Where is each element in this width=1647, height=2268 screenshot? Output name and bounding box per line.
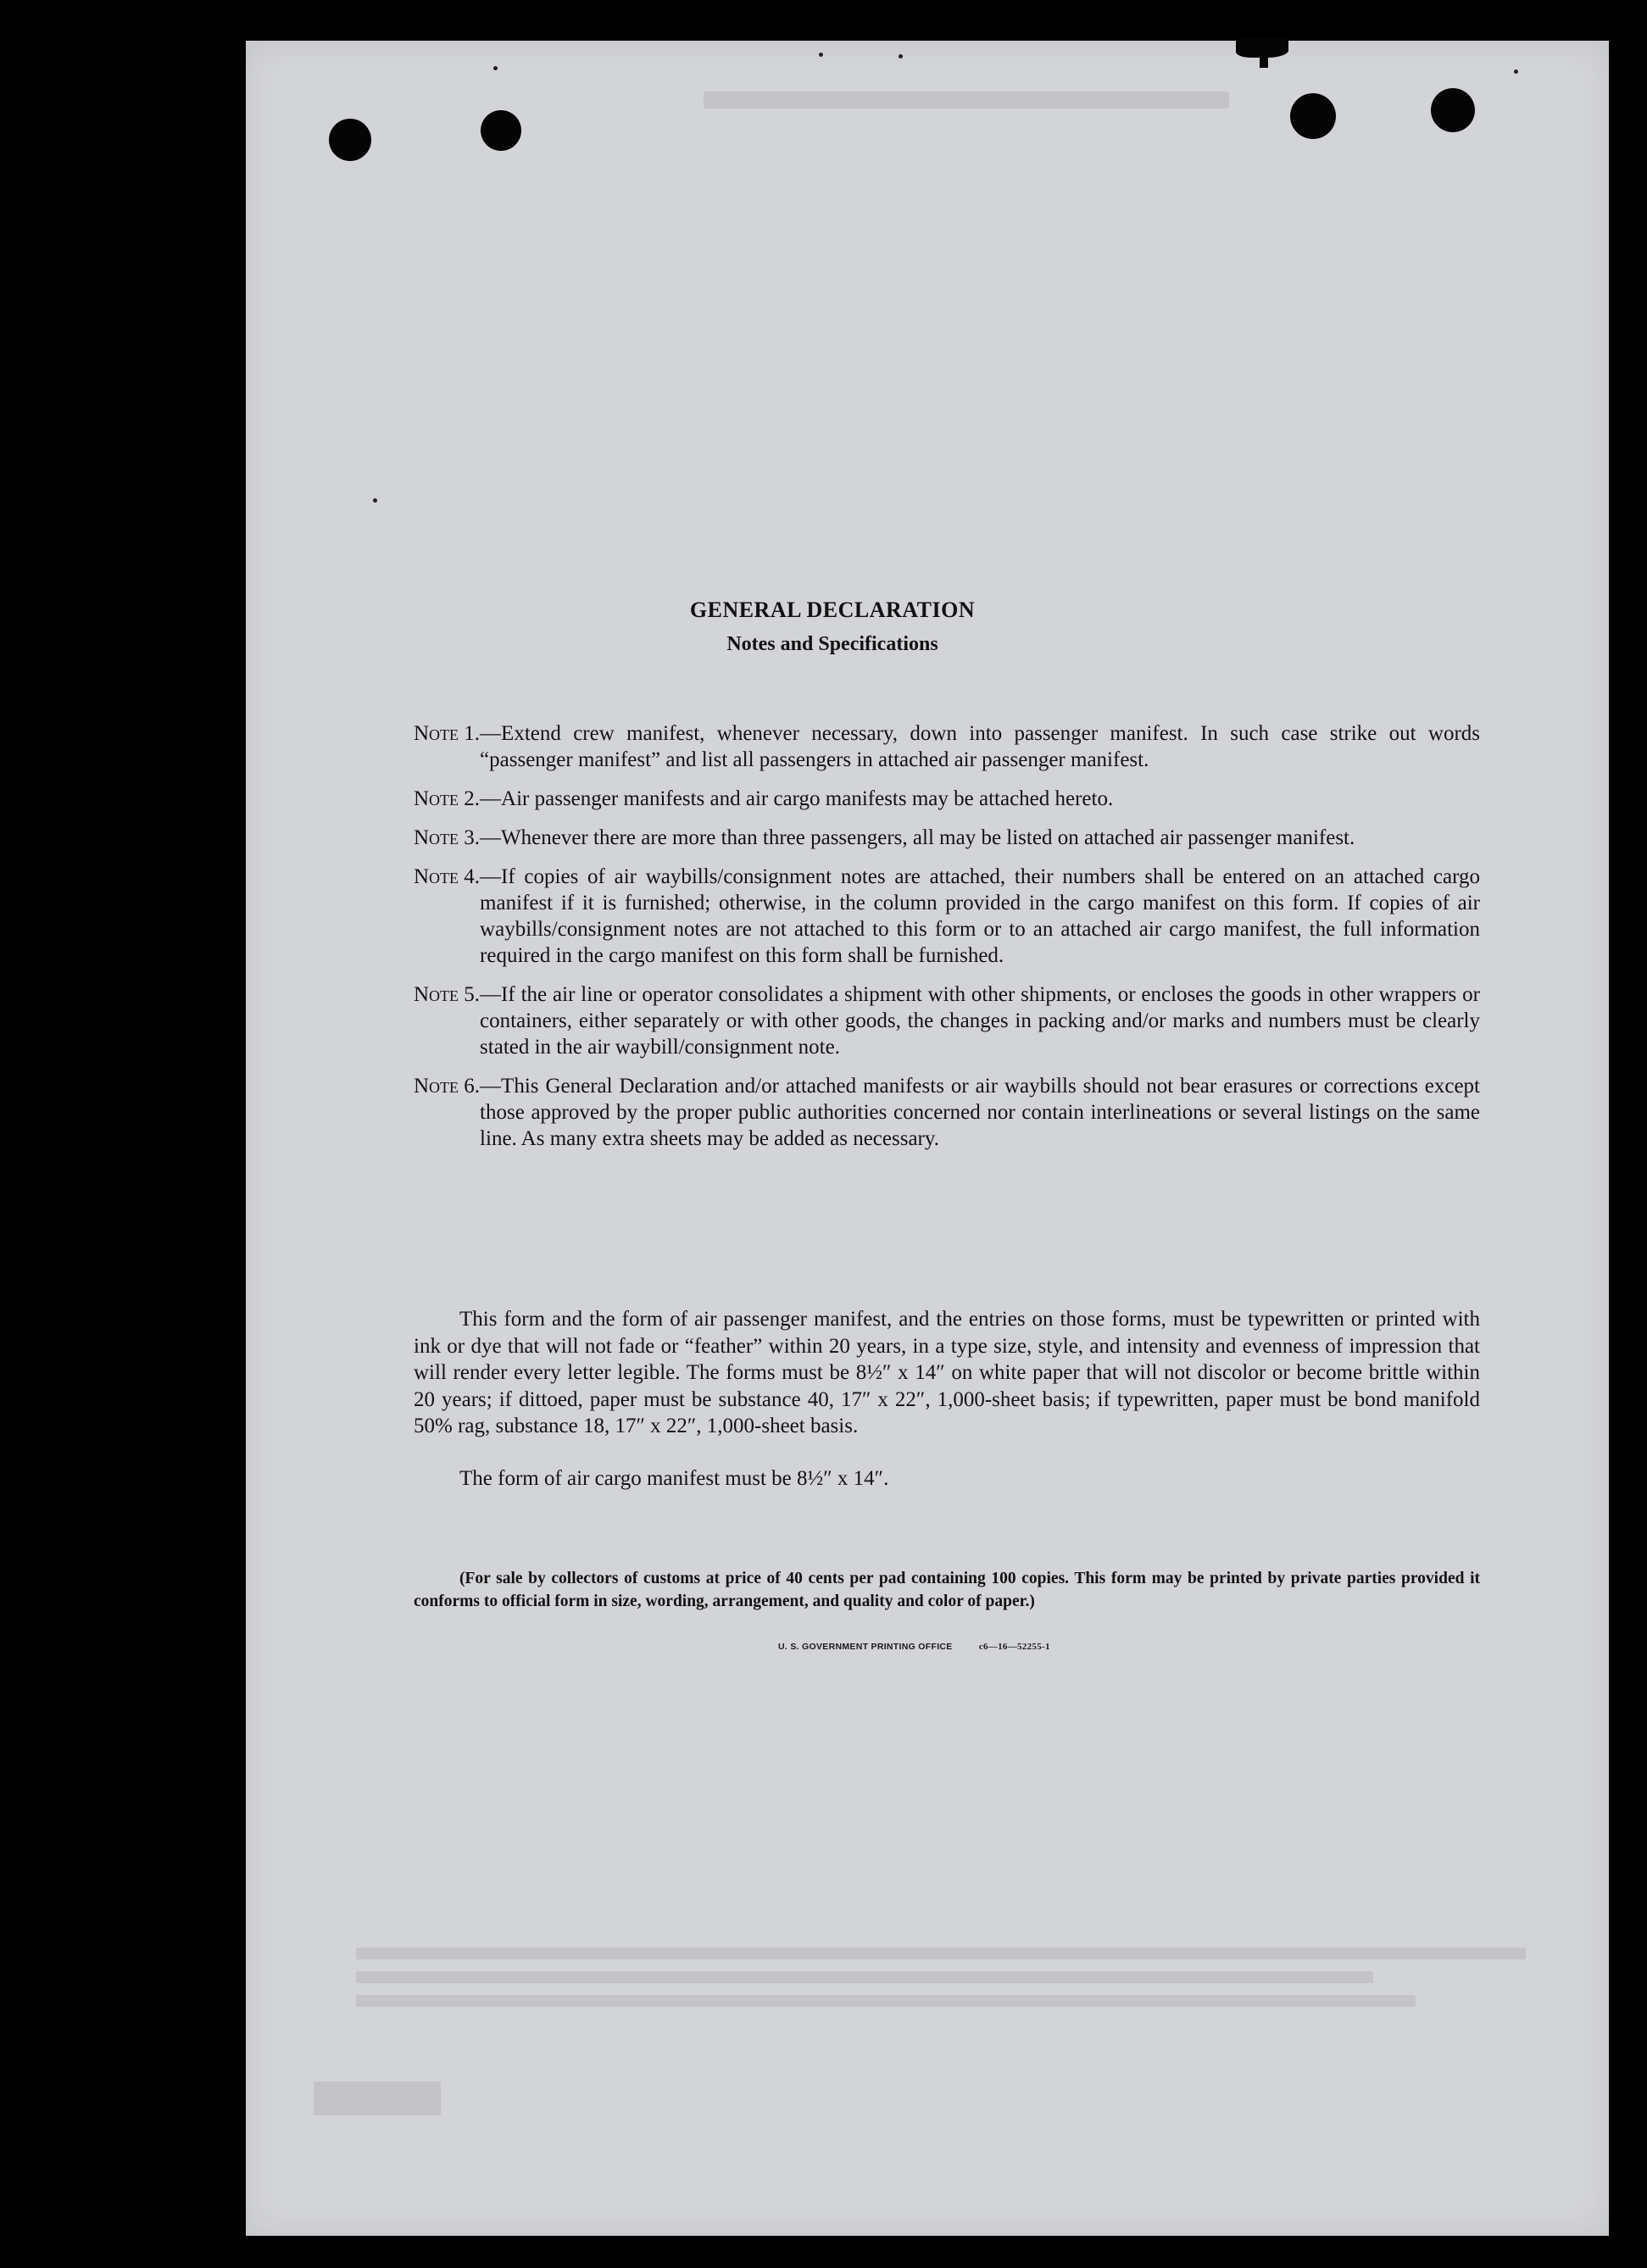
note-text: —If copies of air waybills/consignment notes are attached, their numbers shall be entered on an attached cargo manifest if it is furnished; otherwise, in the column provided in the cargo manifest on this form. If copies of air waybills/consignment notes are not attached to this form or to an attached air cargo manifest, the full information required in the cargo manifest on this form shall be furnished. (480, 865, 1480, 967)
note-text: —Air passenger manifests and air cargo manifests may be attached hereto. (480, 787, 1114, 810)
document-title: GENERAL DECLARATION (689, 598, 976, 622)
document-subtitle: Notes and Specifications (726, 633, 938, 655)
note-item (414, 1073, 1480, 1152)
paper-speck (899, 54, 903, 58)
paper-speck (493, 66, 498, 70)
paper-specification-paragraph: This form and the form of air passenger manifest, and the entries on those forms, must be typewritten or printed with ink or dye that will not fade or “feather” within 20 years, in a type size, style, and intensity and evenness of impression that will render every letter legible. The forms must be 8½″ x 14″ on white paper that will not discolor or become brittle within 20 years; if dittoed, paper must be substance 40, 17″ x 22″, 1,000-sheet basis; if typewritten, paper must be bond manifold 50% rag, substance 18, 17″ x 22″, 1,000-sheet basis. (414, 1308, 1480, 1437)
note-label: Note 4. (414, 865, 481, 888)
paper-tear (1260, 54, 1268, 68)
note-label: Note 6. (414, 1075, 481, 1098)
note-text: —This General Declaration and/or attached manifests or air waybills should not bear erasures or corrections except those approved by the proper public authorities concerned nor contain interlineations or several listings on the same line. As many extra sheets may be added as necessary. (480, 1075, 1480, 1150)
note-label: Note 1. (414, 722, 481, 745)
printer-imprint (778, 1642, 1050, 1652)
bleed-through (356, 1948, 1526, 1959)
form-code: c6—16—52255-1 (978, 1642, 1050, 1652)
cargo-manifest-size-paragraph: The form of air cargo manifest must be 8½″ x 14″. (459, 1467, 889, 1490)
paper-speck (819, 53, 823, 57)
paper-speck (373, 498, 377, 503)
note-text: —Extend crew manifest, whenever necessary, down into passenger manifest. In such case strike out words “passenger manifest” and list all passengers in attached air passenger manifest. (480, 722, 1480, 771)
note-item (414, 825, 1480, 851)
bleed-through (356, 1995, 1416, 2007)
note-item (414, 720, 1480, 773)
note-label: Note 2. (414, 787, 481, 810)
note-label: Note 5. (414, 983, 481, 1006)
bleed-through (314, 2082, 441, 2115)
sale-notice: (For sale by collectors of customs at price of 40 cents per pad containing 100 copies. This form may be printed by private parties provided it conforms to official form in size, wording, arrangement, and quality and color of paper.) (414, 1570, 1480, 1610)
note-item (414, 981, 1480, 1060)
bleed-through (704, 92, 1229, 108)
punch-hole (1290, 93, 1336, 139)
printer-name: U. S. GOVERNMENT PRINTING OFFICE (778, 1642, 953, 1652)
paper-speck (1514, 69, 1518, 74)
punch-hole (329, 119, 371, 161)
notes-list (414, 720, 1480, 1165)
note-item (414, 864, 1480, 969)
bleed-through (356, 1971, 1373, 1983)
note-text: —Whenever there are more than three passengers, all may be listed on attached air passenger manifest. (480, 826, 1355, 849)
punch-hole (481, 110, 521, 151)
punch-hole (1431, 88, 1475, 132)
note-label: Note 3. (414, 826, 481, 849)
note-text: —If the air line or operator consolidates a shipment with other shipments, or encloses the goods in other wrappers or containers, either separately or with other goods, the changes in packing and/or marks and numbers must be clearly stated in the air waybill/consignment note. (480, 983, 1480, 1059)
note-item (414, 786, 1480, 812)
